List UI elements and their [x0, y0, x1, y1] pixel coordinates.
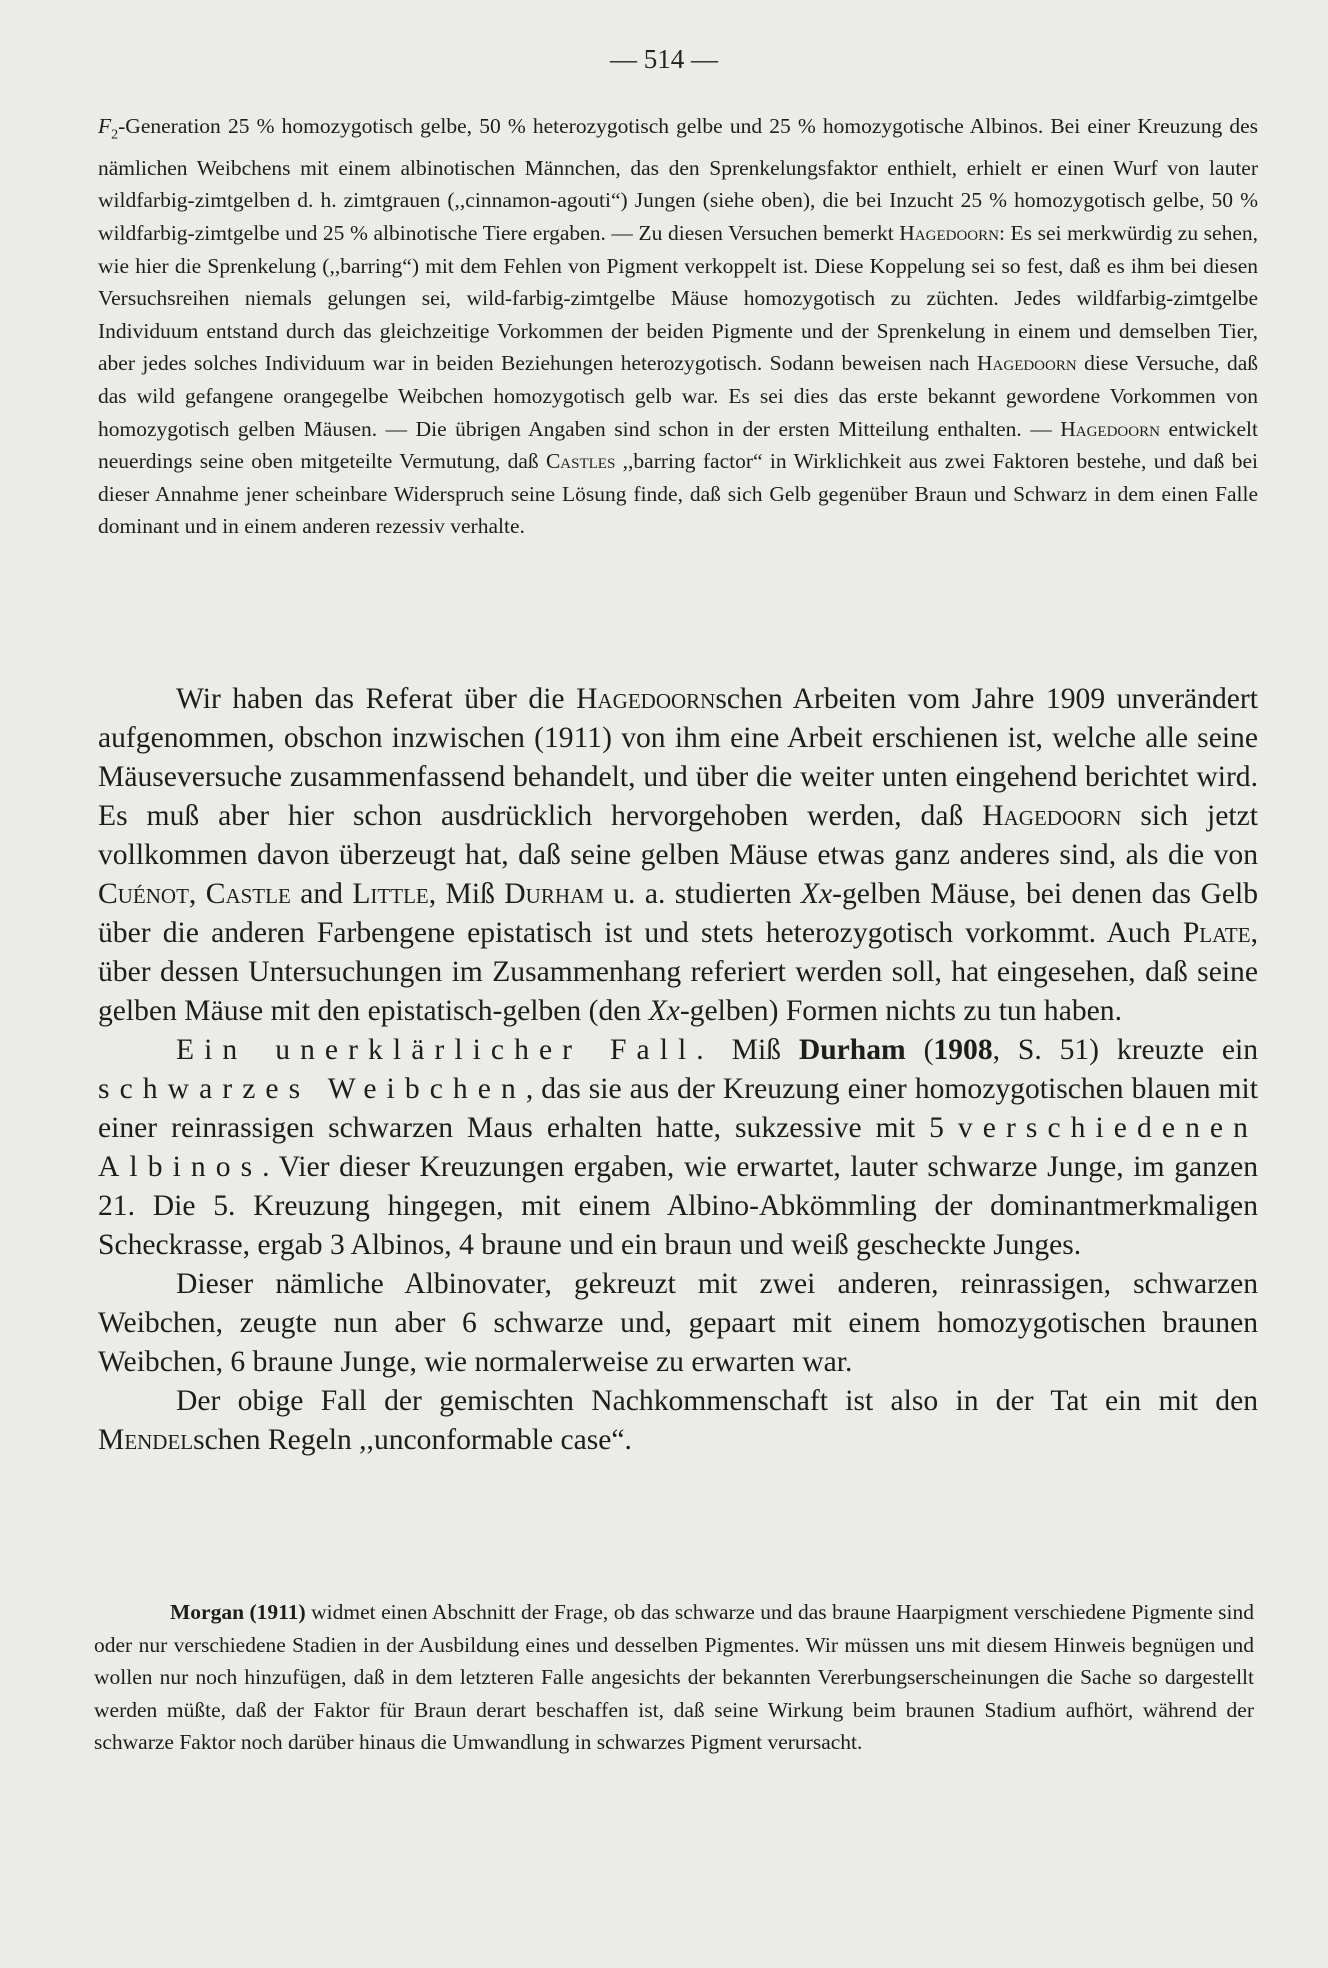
author-name: Hagedoorn: [1060, 416, 1160, 441]
spaced-heading: Ein unerklärlicher Fall.: [176, 1034, 714, 1066]
spaced-emphasis: verschiedenen Albinos: [98, 1112, 1258, 1183]
page-number: — 514 —: [610, 44, 718, 74]
paragraph: Ein unerklärlicher Fall. Miß Durham (1908, S. 51) kreuzte ein schwarzes Weibchen, das sie aus der Kreuzung einer homozygotischen blauen mit einer reinrassigen schwarzen Maus erhalten hatte, sukzessive mit 5 verschiedenen Albinos. Vier dieser Kreuzungen ergaben, wie erwartet, lauter schwarze Junge, im ganzen 21. Die 5. Kreuzung hingegen, mit einem Albino-Abkömmling der dominantmerkmaligen Scheckrasse, ergab 3 Albinos, 4 braune und ein braun und weiß gescheckte Junges.: [98, 1034, 1258, 1261]
author-name: Plate: [1182, 917, 1251, 949]
author-name: Cuénot: [98, 878, 189, 910]
small-print-paragraph-top: [98, 110, 1258, 543]
author-name: Hagedoorn: [576, 683, 716, 715]
author-citation-bold: Morgan (1911): [170, 1600, 306, 1624]
paragraph: Morgan (1911) widmet einen Abschnitt der Frage, ob das schwarze und das braune Haarpigment verschiedene Pigmente sind oder nur verschiedene Stadien in der Ausbildung eines und desselben Pigmentes. Wir müssen uns mit diesem Hinweis begnügen und wollen nur noch hinzufügen, daß in dem letzteren Falle angesichts der bekannten Vererbungserscheinungen die Sache so dargestellt werden müßte, daß der Faktor für Braun derart beschaffen ist, daß seine Wirkung beim braunen Stadium aufhört, während der schwarze Faktor noch darüber hinaus die Umwandlung in schwarzes Pigment verursacht.: [94, 1600, 1254, 1755]
author-name: Hagedoorn: [899, 221, 999, 246]
author-name-bold: Durham: [798, 1034, 906, 1066]
small-print-paragraph-bottom: [94, 1596, 1254, 1759]
genotype: Xx: [800, 878, 833, 910]
paragraph: Dieser nämliche Albinovater, gekreuzt mit zwei anderen, reinrassigen, schwarzen Weibchen, zeugte nun aber 6 schwarze und, gepaart mit einem homozygotischen braunen Weibchen, 6 braune Junge, wie normalerweise zu erwarten war.: [98, 1268, 1258, 1378]
author-name: Hagedoorn: [982, 800, 1122, 832]
main-text: [98, 680, 1258, 1460]
author-name: Castle: [205, 878, 291, 910]
genotype: Xx: [648, 995, 680, 1027]
year-bold: 1908: [933, 1034, 993, 1066]
paragraph: Der obige Fall der gemischten Nachkommenschaft ist also in der Tat ein mit den Mendelschen Regeln ,,unconformable case“.: [98, 1385, 1258, 1456]
f2-symbol: F: [98, 114, 112, 138]
author-name: Castles: [545, 449, 616, 474]
spaced-emphasis: schwarzes Weibchen: [98, 1073, 526, 1105]
paragraph: Wir haben das Referat über die Hagedoornschen Arbeiten vom Jahre 1909 unverändert aufgenommen, obschon inzwischen (1911) von ihm eine Arbeit erschienen ist, welche alle seine Mäuseversuche zusammenfassend behandelt, und über die weiter unten eingehend berichtet wird. Es muß aber hier schon ausdrücklich hervorgehoben werden, daß Hagedoorn sich jetzt vollkommen davon überzeugt hat, daß seine gelben Mäuse etwas ganz anderes sind, als die von Cuénot, Castle and Little, Miß Durham u. a. studierten Xx-gelben Mäuse, bei denen das Gelb über die anderen Farbengene epistatisch ist und stets heterozygotisch vorkommt. Auch Plate, über dessen Untersuchungen im Zusammenhang referiert werden soll, hat eingesehen, daß seine gelben Mäuse mit den epistatisch-gelben (den Xx-gelben) Formen nichts zu tun haben.: [98, 683, 1259, 1027]
author-name: Mendel: [98, 1424, 194, 1456]
author-name: Hagedoorn: [977, 351, 1077, 376]
paragraph: $F_2$-Generation 25 % homozygotisch gelbe, 50 % heterozygotisch gelbe und 25 % homozygotische Albinos. Bei einer Kreuzung des nämlichen Weibchens mit einem albinotischen Männchen, das den Sprenkelungsfaktor enthielt, erhielt er einen Wurf von lauter wildfarbig-zimtgelben d. h. zimtgrauen (,,cinnamon-agouti“) Jungen (siehe oben), die bei Inzucht 25 % homozygotisch gelbe, 50 % wildfarbig-zimtgelbe und 25 % albinotische Tiere ergaben. — Zu diesen Versuchen bemerkt Hagedoorn: Es sei merkwürdig zu sehen, wie hier die Sprenkelung (,,barring“) mit dem Fehlen von Pigment verkoppelt ist. Diese Koppelung sei so fest, daß es ihm bei diesen Versuchsreihen niemals gelungen sei, wild-farbig-zimtgelbe Mäuse homozygotisch zu züchten. Jedes wildfarbig-zimtgelbe Individuum entstand durch das gleichzeitige Vorkommen der beiden Pigmente und der Sprenkelung in einem und demselben Tier, aber jedes solches Individuum war in beiden Beziehungen heterozygotisch. Sodann beweisen nach Hagedoorn diese Versuche, daß das wild gefangene orangegelbe Weibchen homozygotisch gelb war. Es sei dies das erste bekannt gewordene Vorkommen von homozygotisch gelben Mäusen. — Die übrigen Angaben sind schon in der ersten Mitteilung enthalten. — Hagedoorn entwickelt neuerdings seine oben mitgeteilte Vermutung, daß Castles ,,barring factor“ in Wirklichkeit aus zwei Faktoren bestehe, und daß bei dieser Annahme jener scheinbare Widerspruch seine Lösung finde, daß sich Gelb gegenüber Braun und Schwarz in dem einen Falle dominant und in einem anderen rezessiv verhalte.: [98, 114, 1259, 539]
author-name: Durham: [504, 878, 604, 910]
author-name: Little: [352, 878, 429, 910]
f2-subscript: 2: [111, 127, 119, 143]
